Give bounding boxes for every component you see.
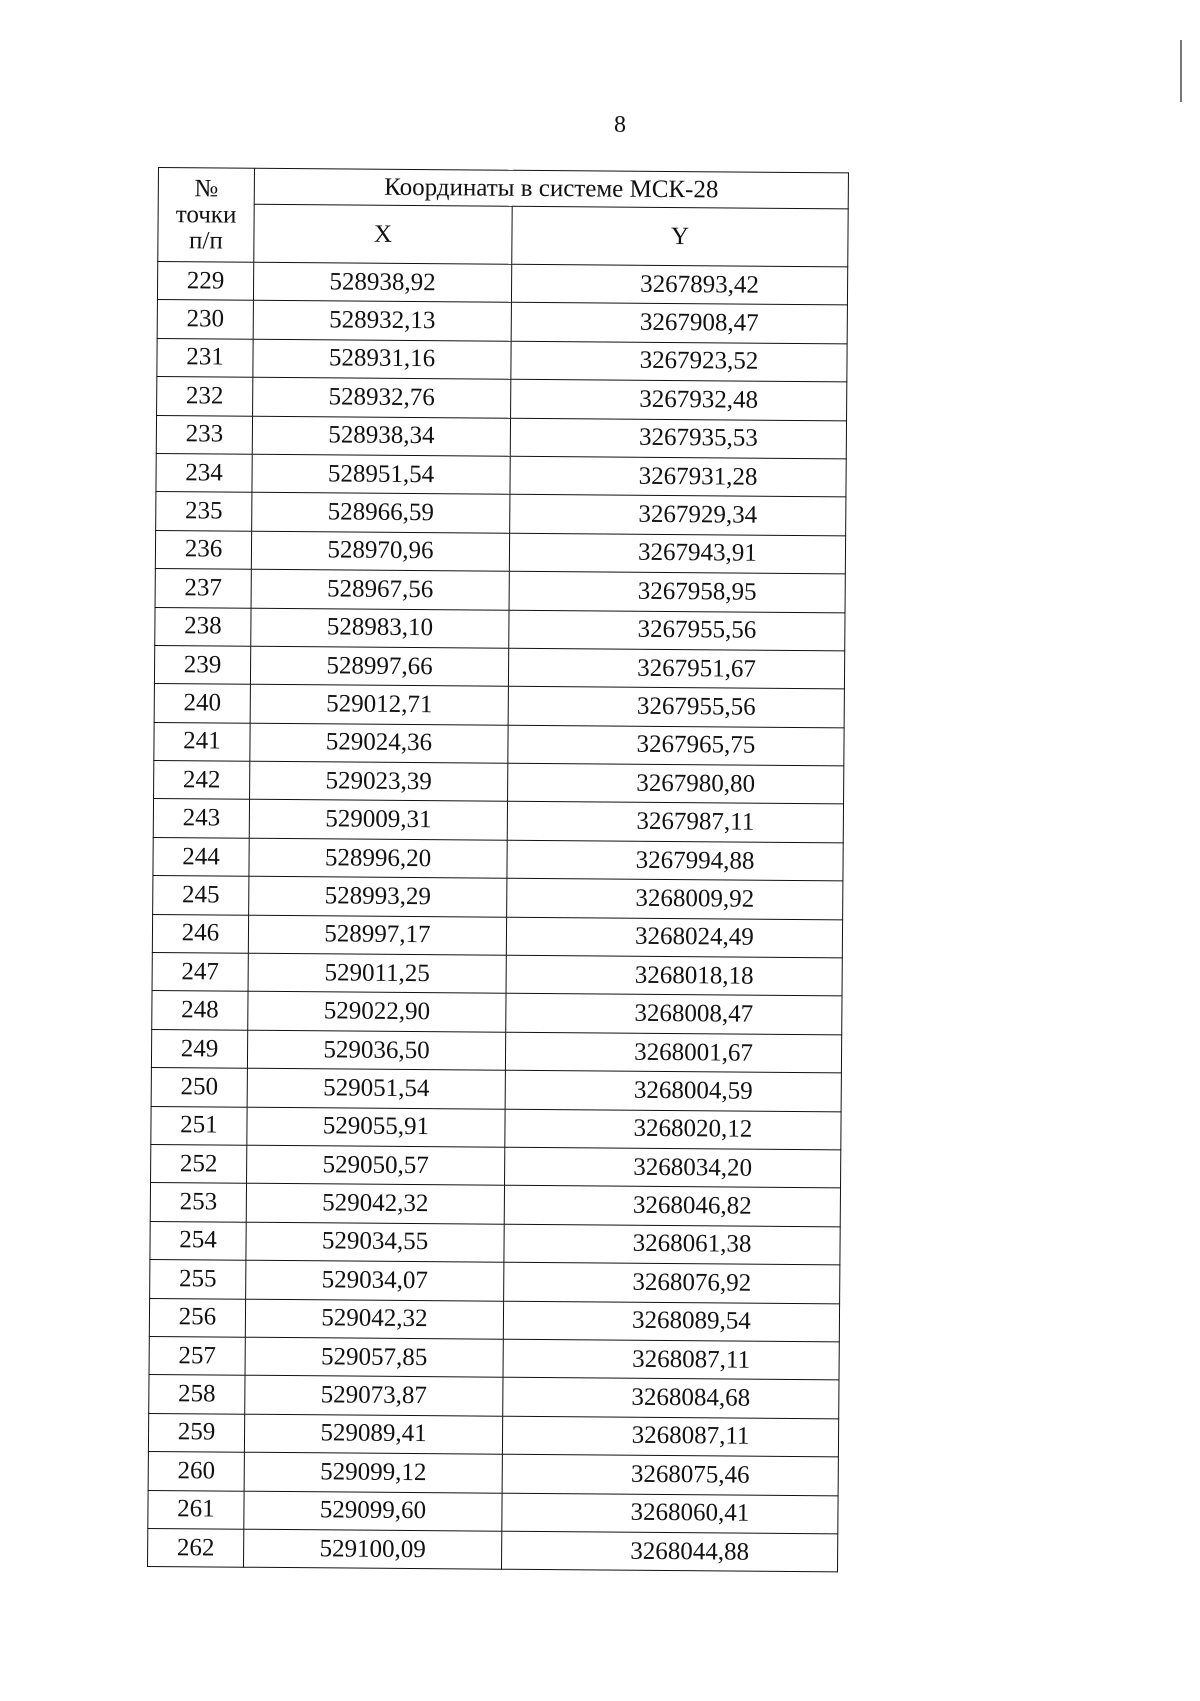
point-number-cell: 231 bbox=[157, 338, 253, 377]
point-number-cell: 245 bbox=[153, 876, 249, 915]
y-column-header: Y bbox=[512, 206, 848, 267]
table-row bbox=[149, 1298, 839, 1342]
table-row bbox=[151, 1106, 841, 1150]
page-number: 8 bbox=[614, 112, 626, 138]
y-coordinate-cell: 3268087,11 bbox=[503, 1339, 839, 1380]
point-number-cell: 236 bbox=[155, 530, 251, 569]
x-coordinate-cell: 529022,90 bbox=[248, 992, 506, 1032]
y-coordinate-cell: 3268060,41 bbox=[502, 1493, 838, 1534]
y-coordinate-cell: 3268020,12 bbox=[505, 1109, 841, 1150]
point-number-cell: 233 bbox=[156, 415, 252, 454]
y-coordinate-cell: 3268018,18 bbox=[506, 955, 842, 996]
x-coordinate-cell: 529073,87 bbox=[245, 1376, 503, 1416]
header-row-top bbox=[158, 168, 848, 209]
x-coordinate-cell: 529024,36 bbox=[250, 723, 508, 763]
x-coordinate-cell: 529009,31 bbox=[249, 800, 507, 840]
table-row bbox=[151, 1029, 841, 1073]
table-row bbox=[148, 1452, 838, 1496]
x-coordinate-cell: 529089,41 bbox=[244, 1414, 502, 1454]
point-number-cell: 238 bbox=[155, 607, 251, 646]
x-column-header: X bbox=[254, 204, 512, 264]
x-coordinate-cell: 528932,13 bbox=[253, 301, 511, 341]
point-number-cell: 232 bbox=[157, 377, 253, 416]
y-coordinate-cell: 3268089,54 bbox=[503, 1301, 839, 1342]
point-number-cell: 246 bbox=[152, 914, 248, 953]
point-number-cell: 254 bbox=[150, 1221, 246, 1260]
point-number-cell: 235 bbox=[156, 492, 252, 531]
point-number-cell: 259 bbox=[148, 1413, 244, 1452]
x-coordinate-cell: 528931,16 bbox=[253, 339, 511, 379]
table-row bbox=[148, 1528, 838, 1572]
y-coordinate-cell: 3267951,67 bbox=[508, 648, 844, 689]
number-sign: № bbox=[194, 174, 219, 202]
y-coordinate-cell: 3267955,56 bbox=[509, 610, 845, 651]
table-row bbox=[149, 1336, 839, 1380]
y-coordinate-cell: 3267943,91 bbox=[509, 533, 845, 574]
table-row bbox=[154, 761, 844, 805]
y-coordinate-cell: 3267955,56 bbox=[508, 687, 844, 728]
y-coordinate-cell: 3268044,88 bbox=[501, 1531, 837, 1572]
y-coordinate-cell: 3268075,46 bbox=[502, 1454, 838, 1495]
point-number-cell: 249 bbox=[151, 1029, 247, 1068]
x-coordinate-cell: 529057,85 bbox=[245, 1337, 503, 1377]
table-row bbox=[150, 1183, 840, 1227]
table-row bbox=[151, 1144, 841, 1188]
y-coordinate-cell: 3268001,67 bbox=[505, 1032, 841, 1073]
y-coordinate-cell: 3268084,68 bbox=[503, 1378, 839, 1419]
table-header bbox=[158, 168, 849, 267]
x-coordinate-cell: 529050,57 bbox=[247, 1145, 505, 1185]
point-number-cell: 240 bbox=[154, 684, 250, 723]
table-row bbox=[156, 492, 846, 536]
y-coordinate-cell: 3267958,95 bbox=[509, 571, 845, 612]
y-coordinate-cell: 3268024,49 bbox=[506, 917, 842, 958]
x-coordinate-cell: 529011,25 bbox=[248, 953, 506, 993]
y-coordinate-cell: 3268087,11 bbox=[502, 1416, 838, 1457]
x-coordinate-cell: 528970,96 bbox=[251, 531, 509, 571]
x-coordinate-cell: 529036,50 bbox=[247, 1030, 505, 1070]
point-number-cell: 243 bbox=[153, 799, 249, 838]
x-coordinate-cell: 528997,66 bbox=[250, 646, 508, 686]
point-number-cell: 253 bbox=[150, 1183, 246, 1222]
point-number-cell: 258 bbox=[149, 1375, 245, 1414]
table-row bbox=[155, 530, 845, 574]
y-coordinate-cell: 3267965,75 bbox=[508, 725, 844, 766]
x-coordinate-cell: 529042,32 bbox=[245, 1299, 503, 1339]
x-coordinate-cell: 528951,54 bbox=[252, 454, 510, 494]
table-row bbox=[154, 645, 844, 689]
x-coordinate-cell: 528983,10 bbox=[251, 608, 509, 648]
y-coordinate-cell: 3267923,52 bbox=[511, 341, 847, 382]
point-number-cell: 248 bbox=[152, 991, 248, 1030]
point-number-cell: 262 bbox=[148, 1528, 244, 1567]
table-row bbox=[149, 1375, 839, 1419]
table-row bbox=[154, 722, 844, 766]
point-number-cell: 234 bbox=[156, 453, 252, 492]
x-coordinate-cell: 528993,29 bbox=[249, 876, 507, 916]
point-number-cell: 261 bbox=[148, 1490, 244, 1529]
y-coordinate-cell: 3267935,53 bbox=[510, 418, 846, 459]
y-coordinate-cell: 3268009,92 bbox=[507, 879, 843, 920]
point-number-cell: 242 bbox=[154, 761, 250, 800]
point-number-cell: 229 bbox=[157, 262, 253, 301]
y-coordinate-cell: 3267932,48 bbox=[511, 379, 847, 420]
point-word: точки bbox=[175, 200, 237, 229]
point-number-cell: 244 bbox=[153, 837, 249, 876]
table-row bbox=[153, 876, 843, 920]
table-row bbox=[156, 453, 846, 497]
x-coordinate-cell: 529051,54 bbox=[247, 1068, 505, 1108]
y-coordinate-cell: 3268034,20 bbox=[505, 1147, 841, 1188]
table-row bbox=[157, 338, 847, 382]
header-row-bottom bbox=[158, 204, 848, 267]
table-row bbox=[153, 799, 843, 843]
table-row bbox=[151, 1068, 841, 1112]
x-coordinate-cell: 528967,56 bbox=[251, 569, 509, 609]
y-coordinate-cell: 3268004,59 bbox=[505, 1070, 841, 1111]
y-coordinate-cell: 3267893,42 bbox=[511, 264, 847, 305]
x-coordinate-cell: 528938,34 bbox=[252, 416, 510, 456]
x-coordinate-cell: 529042,32 bbox=[246, 1184, 504, 1224]
point-number-cell: 257 bbox=[149, 1336, 245, 1375]
x-coordinate-cell: 529034,55 bbox=[246, 1222, 504, 1262]
point-number-cell: 239 bbox=[154, 645, 250, 684]
table-row bbox=[152, 953, 842, 997]
point-number-cell: 252 bbox=[151, 1144, 247, 1183]
point-number-header bbox=[158, 168, 255, 263]
table-row bbox=[150, 1221, 840, 1265]
scan-margin-mark bbox=[1180, 40, 1182, 102]
y-coordinate-cell: 3268061,38 bbox=[504, 1224, 840, 1265]
y-coordinate-cell: 3268076,92 bbox=[504, 1262, 840, 1303]
y-coordinate-cell: 3267987,11 bbox=[507, 802, 843, 843]
y-coordinate-cell: 3267994,88 bbox=[507, 840, 843, 881]
table-row bbox=[153, 837, 843, 881]
table-row bbox=[152, 914, 842, 958]
x-coordinate-cell: 529034,07 bbox=[246, 1260, 504, 1300]
x-coordinate-cell: 528997,17 bbox=[248, 915, 506, 955]
table-row bbox=[155, 569, 845, 613]
y-coordinate-cell: 3267931,28 bbox=[510, 456, 846, 497]
table-row bbox=[157, 377, 847, 421]
point-number-cell: 250 bbox=[151, 1068, 247, 1107]
point-number-cell: 251 bbox=[151, 1106, 247, 1145]
coordinates-system-header: Координаты в системе МСК-28 bbox=[254, 168, 848, 209]
x-coordinate-cell: 529100,09 bbox=[244, 1529, 502, 1569]
table-row bbox=[156, 415, 846, 459]
coordinates-table bbox=[147, 167, 849, 1573]
table-body bbox=[148, 262, 848, 1573]
x-coordinate-cell: 529055,91 bbox=[247, 1107, 505, 1147]
point-number-cell: 237 bbox=[155, 569, 251, 608]
table-row bbox=[157, 300, 847, 344]
y-coordinate-cell: 3267908,47 bbox=[511, 303, 847, 344]
y-coordinate-cell: 3267929,34 bbox=[510, 495, 846, 536]
point-number-cell: 256 bbox=[149, 1298, 245, 1337]
table-row bbox=[148, 1490, 838, 1534]
point-number-cell: 230 bbox=[157, 300, 253, 339]
y-coordinate-cell: 3267980,80 bbox=[508, 763, 844, 804]
table-row bbox=[157, 262, 847, 306]
x-coordinate-cell: 529023,39 bbox=[250, 761, 508, 801]
x-coordinate-cell: 528938,92 bbox=[253, 262, 511, 302]
point-number-cell: 260 bbox=[148, 1452, 244, 1491]
table-row bbox=[150, 1260, 840, 1304]
point-number-cell: 241 bbox=[154, 722, 250, 761]
table-row bbox=[155, 607, 845, 651]
point-number-cell: 247 bbox=[152, 953, 248, 992]
ordinal-abbrev: п/п bbox=[188, 226, 223, 255]
x-coordinate-cell: 528996,20 bbox=[249, 838, 507, 878]
point-number-cell: 255 bbox=[150, 1260, 246, 1299]
x-coordinate-cell: 529099,60 bbox=[244, 1491, 502, 1531]
x-coordinate-cell: 529099,12 bbox=[244, 1452, 502, 1492]
x-coordinate-cell: 528932,76 bbox=[253, 377, 511, 417]
table-row bbox=[152, 991, 842, 1035]
y-coordinate-cell: 3268046,82 bbox=[504, 1186, 840, 1227]
table-row bbox=[154, 684, 844, 728]
y-coordinate-cell: 3268008,47 bbox=[506, 994, 842, 1035]
x-coordinate-cell: 529012,71 bbox=[250, 685, 508, 725]
table-row bbox=[148, 1413, 838, 1457]
x-coordinate-cell: 528966,59 bbox=[252, 493, 510, 533]
